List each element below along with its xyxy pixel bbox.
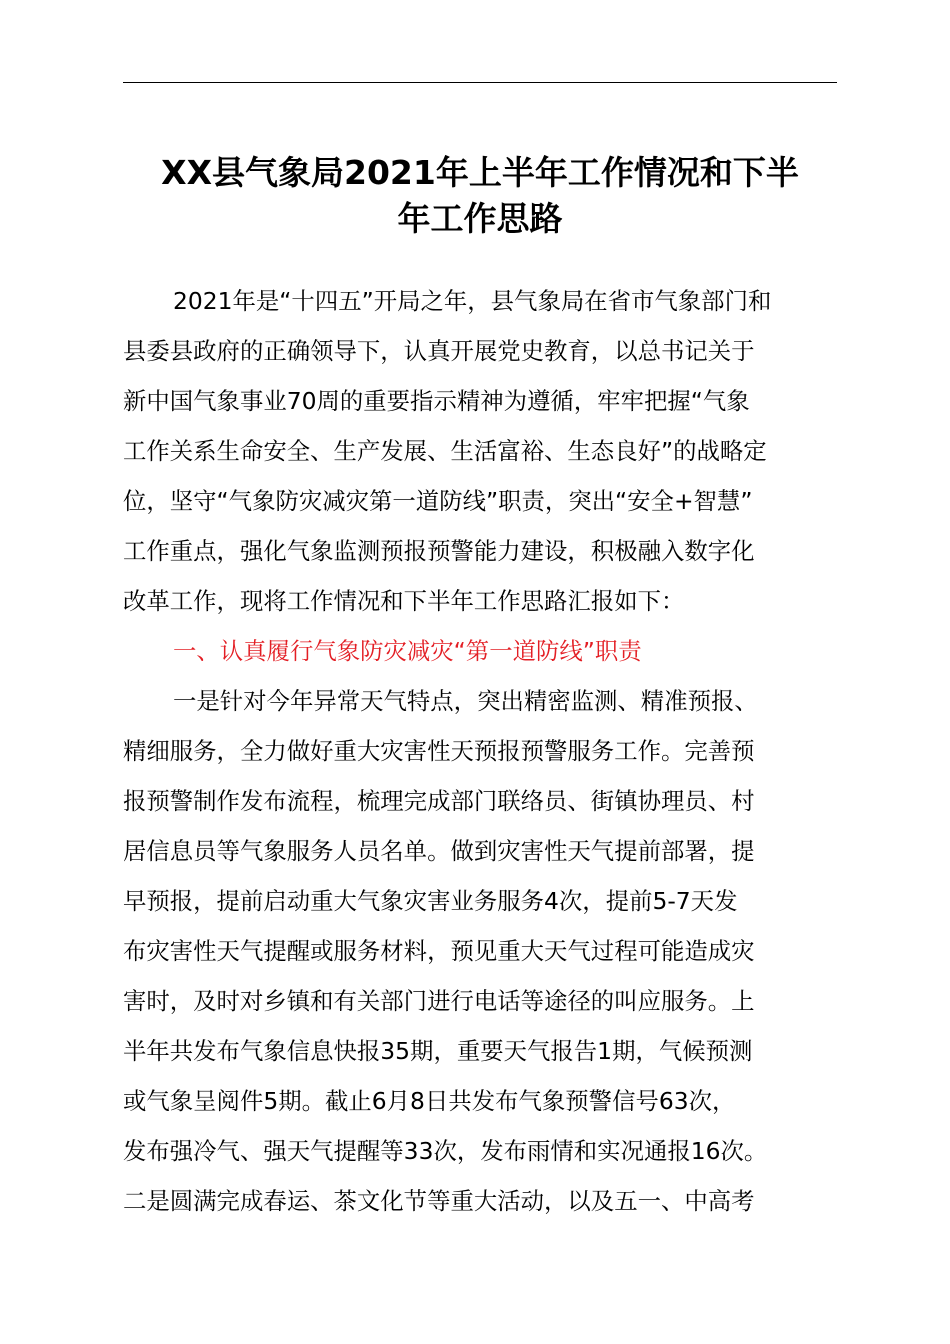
paragraph-line: 2021年是“十四五”开局之年，县气象局在省市气象部门和 [173, 287, 772, 315]
title-line-2: 年工作思路 [397, 199, 563, 238]
paragraph-line: 工作关系生命安全、生产发展、生活富裕、生态良好”的战略定 [123, 437, 767, 465]
paragraph-line: 早预报，提前启动重大气象灾害业务服务4次，提前5-7天发 [123, 887, 738, 915]
paragraph-line: 一是针对今年异常天气特点，突出精密监测、精准预报、 [173, 687, 758, 715]
paragraph-line: 居信息员等气象服务人员名单。做到灾害性天气提前部署，提 [123, 837, 755, 865]
paragraph-line: 改革工作，现将工作情况和下半年工作思路汇报如下： [123, 587, 685, 615]
paragraph-line: 县委县政府的正确领导下，认真开展党史教育，以总书记关于 [123, 337, 755, 365]
paragraph-line: 工作重点，强化气象监测预报预警能力建设，积极融入数字化 [123, 537, 755, 565]
paragraph-line: 新中国气象事业70周的重要指示精神为遵循，牢牢把握“气象 [123, 387, 750, 415]
document-title [110, 150, 850, 242]
paragraph-line: 报预警制作发布流程，梳理完成部门联络员、街镇协理员、村 [123, 787, 755, 815]
paragraph-line: 二是圆满完成春运、茶文化节等重大活动，以及五一、中高考 [123, 1187, 755, 1215]
section-heading: 一、认真履行气象防灾减灾“第一道防线”职责 [173, 637, 642, 665]
header-rule [123, 82, 837, 83]
document-body [123, 276, 843, 1226]
paragraph-line: 或气象呈阅件5期。截止6月8日共发布气象预警信号63次， [123, 1087, 736, 1115]
paragraph-line: 精细服务，全力做好重大灾害性天预报预警服务工作。完善预 [123, 737, 755, 765]
paragraph-line: 半年共发布气象信息快报35期，重要天气报告1期，气候预测 [123, 1037, 753, 1065]
title-line-1: XX县气象局2021年上半年工作情况和下半 [161, 153, 799, 192]
paragraph-line: 布灾害性天气提醒或服务材料，预见重大天气过程可能造成灾 [123, 937, 755, 965]
paragraph-line: 害时，及时对乡镇和有关部门进行电话等途径的叫应服务。上 [123, 987, 755, 1015]
paragraph-line: 位，坚守“气象防灾减灾第一道防线”职责，突出“安全+智慧” [123, 487, 753, 515]
paragraph-line: 发布强冷气、强天气提醒等33次，发布雨情和实况通报16次。 [123, 1137, 768, 1165]
